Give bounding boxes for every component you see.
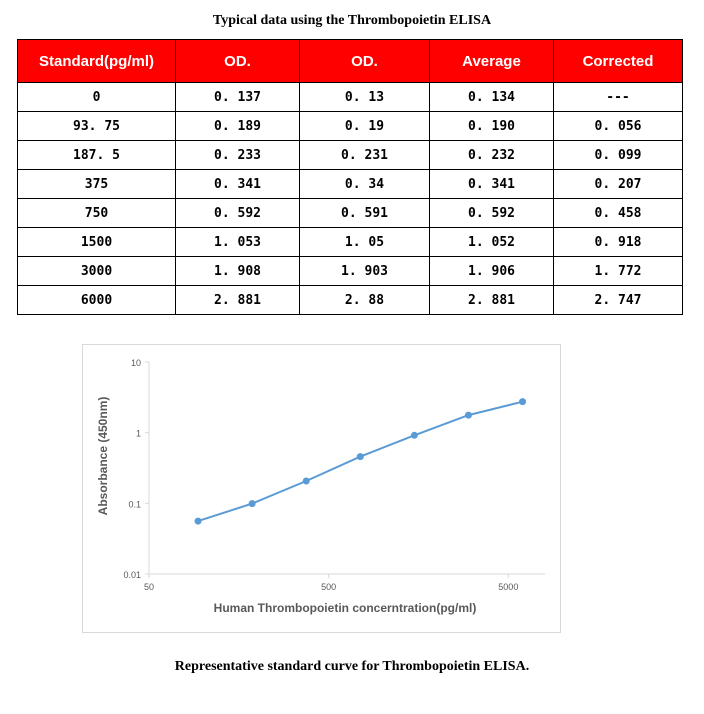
- table-title: Typical data using the Thrombopoietin ELISA: [212, 13, 492, 28]
- data-point: [519, 398, 526, 405]
- cell-standard: 187. 5: [18, 141, 176, 170]
- cell-od-2: 1. 05: [300, 228, 430, 257]
- cell-corrected: 0. 918: [554, 228, 683, 257]
- cell-corrected: 2. 747: [554, 286, 683, 315]
- data-point: [357, 453, 364, 460]
- cell-od-1: 0. 592: [176, 199, 300, 228]
- table-row: [18, 141, 683, 170]
- y-tick-label: 10: [130, 358, 141, 368]
- cell-od-2: 0. 231: [300, 141, 430, 170]
- cell-standard: 93. 75: [18, 112, 176, 141]
- x-tick-label: 5000: [498, 582, 519, 592]
- cell-standard: 375: [18, 170, 176, 199]
- cell-od-1: 2. 881: [176, 286, 300, 315]
- chart-caption: Representative standard curve for Thrombopoietin ELISA.: [174, 659, 530, 674]
- data-point: [465, 412, 472, 419]
- data-point: [249, 500, 256, 507]
- table-row: [18, 228, 683, 257]
- cell-od-1: 0. 189: [176, 112, 300, 141]
- y-tick-label: 0.01: [123, 570, 141, 580]
- cell-average: 0. 592: [430, 199, 554, 228]
- cell-average: 2. 881: [430, 286, 554, 315]
- cell-od-1: 0. 137: [176, 83, 300, 112]
- cell-od-2: 2. 88: [300, 286, 430, 315]
- table-row: [18, 170, 683, 199]
- header-average: Average: [430, 40, 554, 83]
- cell-average: 0. 190: [430, 112, 554, 141]
- y-tick-label: 0.1: [128, 499, 141, 510]
- header-od-1: OD.: [176, 40, 300, 83]
- cell-od-2: 0. 34: [300, 170, 430, 199]
- table-row: [18, 83, 683, 112]
- cell-average: 0. 341: [430, 170, 554, 199]
- data-point: [195, 518, 202, 525]
- table-row: [18, 257, 683, 286]
- cell-corrected: ---: [554, 83, 683, 112]
- table-row: [18, 286, 683, 315]
- y-axis-label: Absorbance (450nm): [96, 396, 110, 516]
- cell-standard: 750: [18, 199, 176, 228]
- cell-od-2: 0. 19: [300, 112, 430, 141]
- cell-average: 0. 134: [430, 83, 554, 112]
- table-row: [18, 199, 683, 228]
- cell-standard: 3000: [18, 257, 176, 286]
- cell-corrected: 0. 099: [554, 141, 683, 170]
- cell-average: 1. 906: [430, 257, 554, 286]
- axes: [145, 362, 545, 578]
- data-point: [411, 432, 418, 439]
- x-axis-label: Human Thrombopoietin concerntration(pg/ml): [213, 601, 477, 615]
- header-od-2: OD.: [300, 40, 430, 83]
- cell-corrected: 0. 056: [554, 112, 683, 141]
- cell-od-1: 1. 053: [176, 228, 300, 257]
- cell-average: 0. 232: [430, 141, 554, 170]
- cell-corrected: 0. 207: [554, 170, 683, 199]
- cell-standard: 1500: [18, 228, 176, 257]
- standard-curve-chart: [82, 344, 561, 633]
- cell-standard: 0: [18, 83, 176, 112]
- header-corrected: Corrected: [554, 40, 683, 83]
- cell-od-2: 0. 13: [300, 83, 430, 112]
- table-header-row: [18, 40, 683, 83]
- x-tick-label: 50: [143, 582, 155, 592]
- elisa-data-table: [17, 39, 683, 315]
- data-point: [303, 478, 310, 485]
- cell-average: 1. 052: [430, 228, 554, 257]
- cell-od-2: 1. 903: [300, 257, 430, 286]
- series-layer: [195, 398, 527, 524]
- series-line: [198, 402, 523, 521]
- cell-od-1: 0. 341: [176, 170, 300, 199]
- x-tick-label: 500: [321, 582, 337, 592]
- cell-corrected: 0. 458: [554, 199, 683, 228]
- y-tick-label: 1: [135, 428, 141, 439]
- cell-corrected: 1. 772: [554, 257, 683, 286]
- header-standard: Standard(pg/ml): [18, 40, 176, 83]
- cell-standard: 6000: [18, 286, 176, 315]
- table-row: [18, 112, 683, 141]
- cell-od-1: 0. 233: [176, 141, 300, 170]
- cell-od-2: 0. 591: [300, 199, 430, 228]
- chart-svg: [83, 345, 560, 632]
- cell-od-1: 1. 908: [176, 257, 300, 286]
